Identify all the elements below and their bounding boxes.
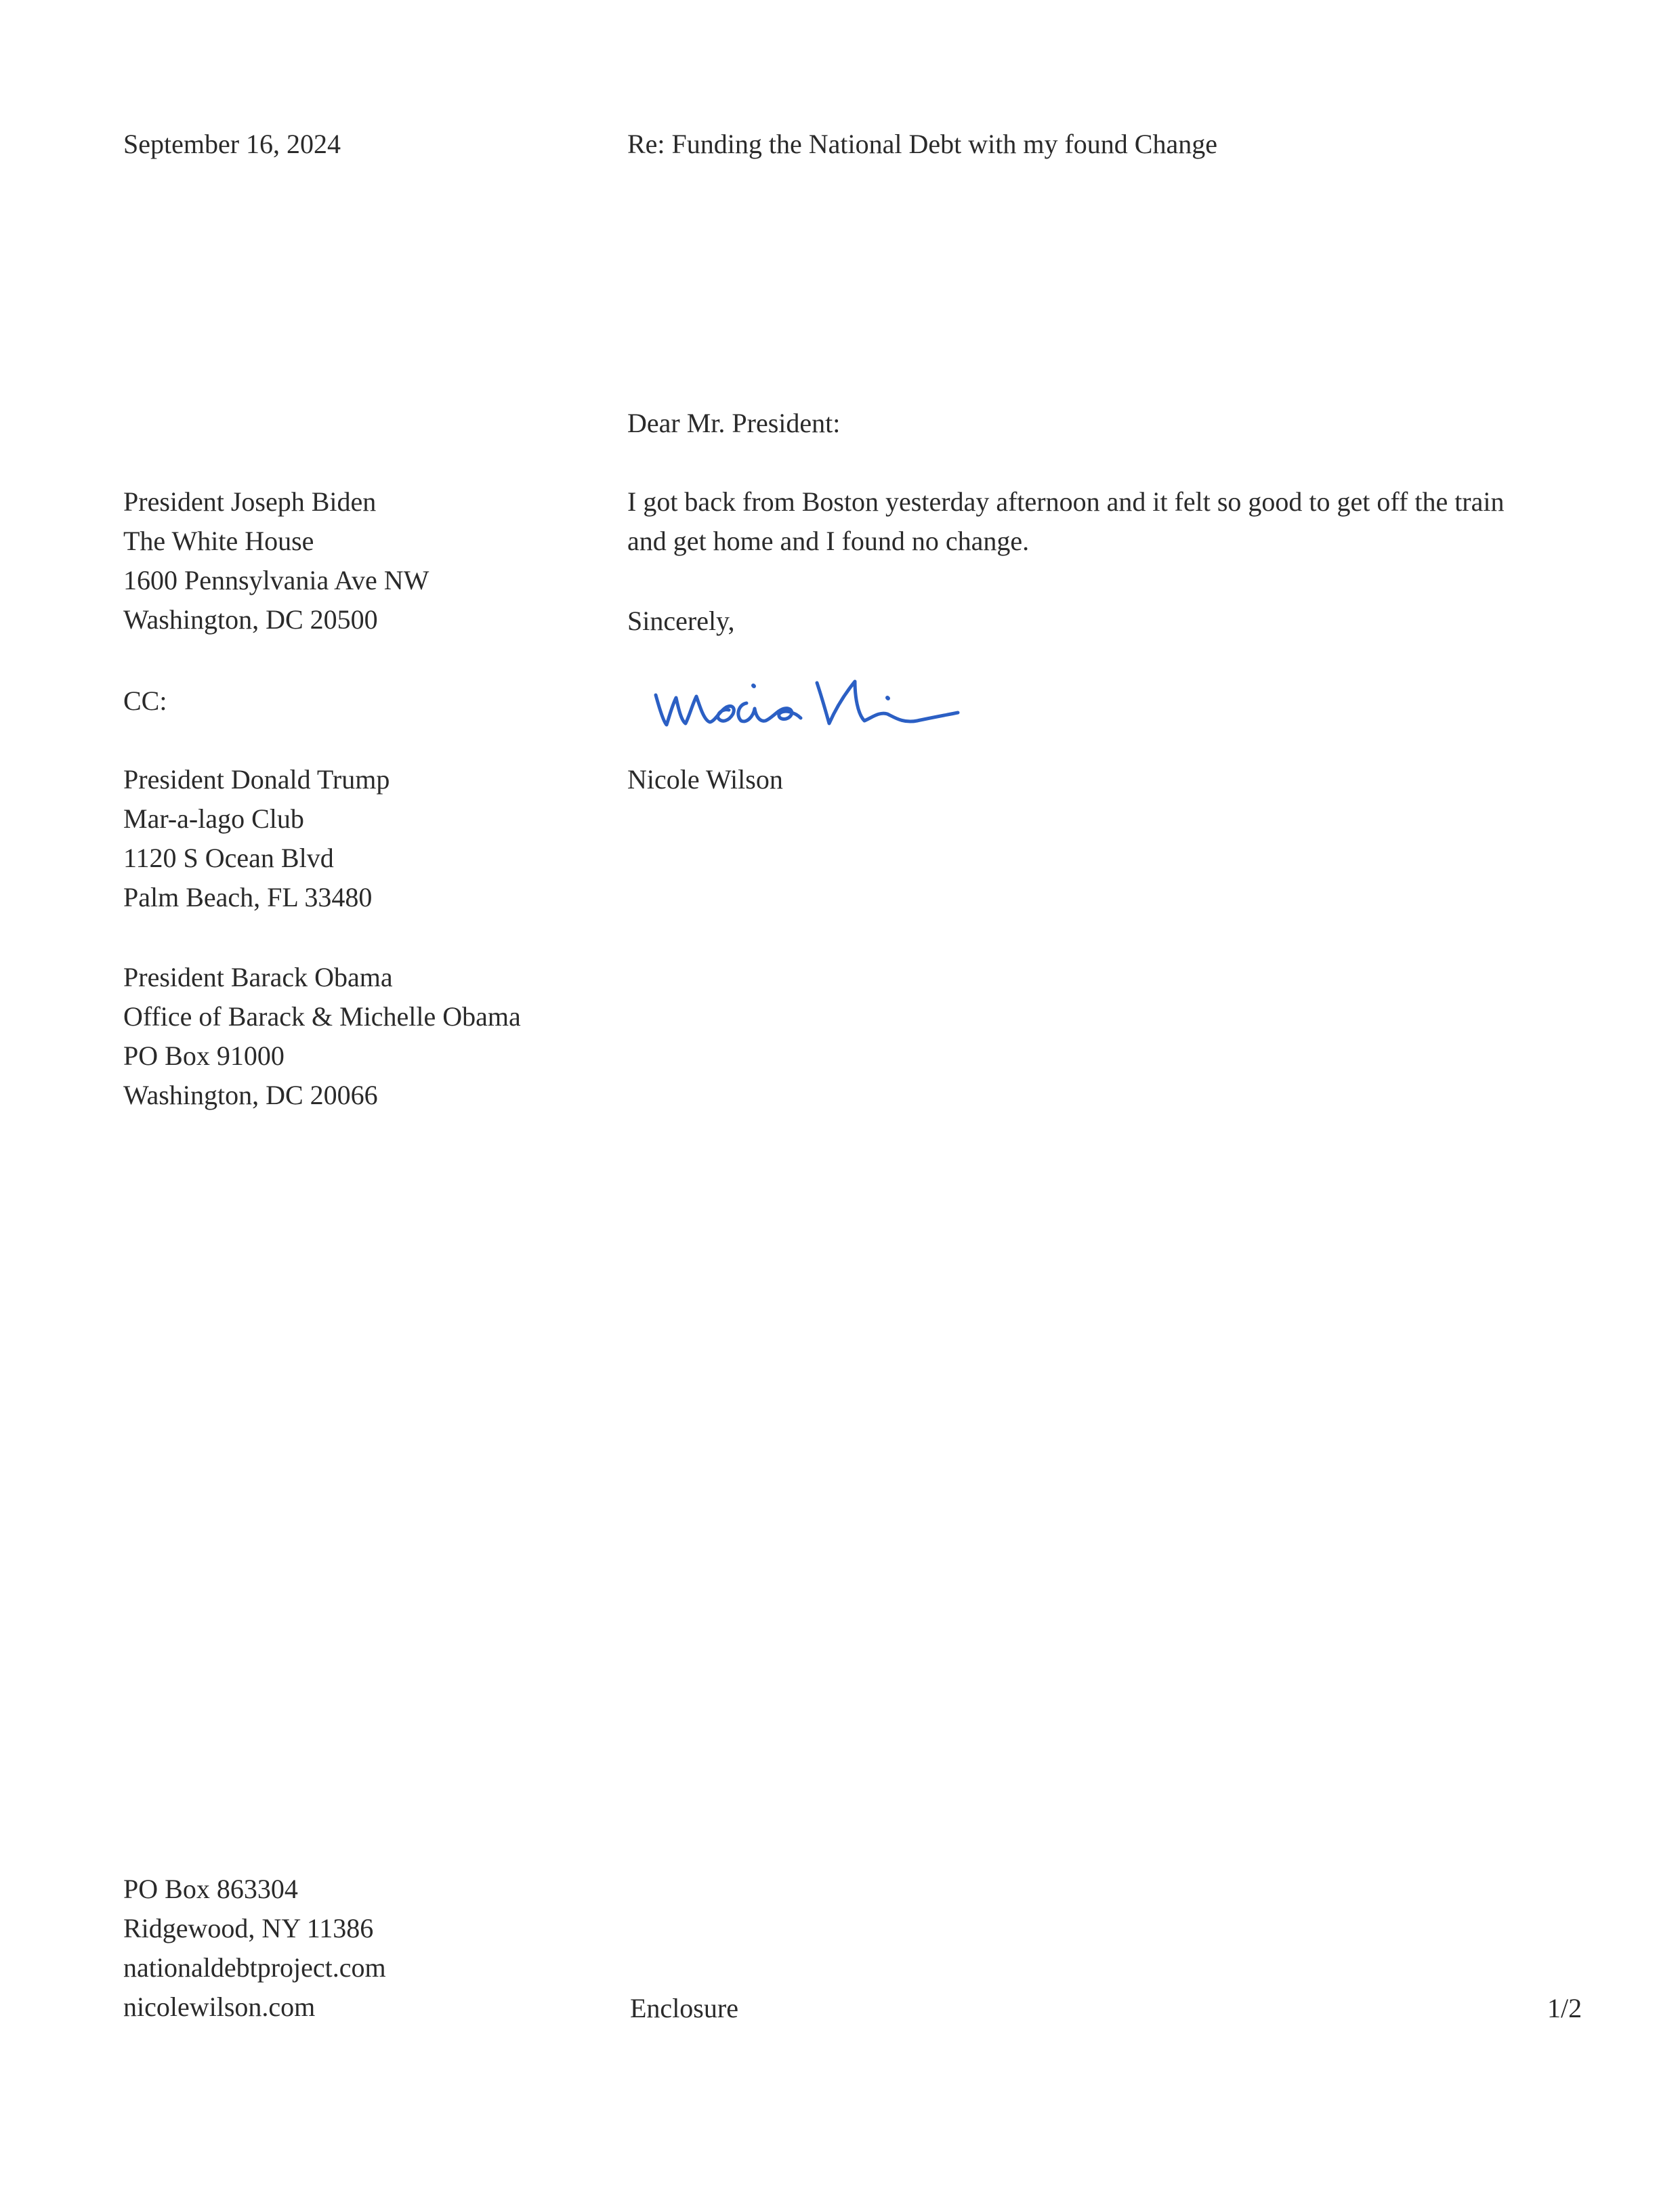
sender-address [123,1870,386,2027]
page-number: 1/2 [1547,1993,1582,2023]
recipient-city: Washington, DC 20500 [123,604,378,635]
recipient-street: 1600 Pennsylvania Ave NW [123,565,429,595]
handwritten-signature [652,656,990,744]
subject-line: Re: Funding the National Debt with my found Change [627,129,1217,159]
recipient-name: President Joseph Biden [123,486,377,517]
signer-name: Nicole Wilson [627,764,783,795]
signature-stroke [656,681,958,725]
cc-recipient-city: Washington, DC 20066 [123,1080,378,1110]
body-line: I got back from Boston yesterday afternoon and it felt so good to get off the train [627,486,1505,517]
cc-recipient-address [123,760,390,917]
letter-body [627,482,1562,561]
cc-recipient-address [123,958,521,1115]
sender-po-box: PO Box 863304 [123,1874,298,1904]
cc-label: CC: [123,686,167,716]
cc-recipient-street: 1120 S Ocean Blvd [123,843,334,873]
recipient-address [123,482,429,639]
enclosure-note: Enclosure [630,1993,738,2023]
body-line: and get home and I found no change. [627,526,1030,556]
cc-recipient-name: President Donald Trump [123,764,390,795]
salutation: Dear Mr. President: [627,408,841,438]
cc-recipient-street: PO Box 91000 [123,1040,285,1071]
cc-recipient-organization: Office of Barack & Michelle Obama [123,1001,521,1032]
cc-recipient-organization: Mar-a-lago Club [123,803,304,834]
letter-date: September 16, 2024 [123,129,341,159]
recipient-organization: The White House [123,526,314,556]
cc-recipient-city: Palm Beach, FL 33480 [123,882,373,912]
sender-website: nationaldebtproject.com [123,1952,386,1983]
sender-website: nicolewilson.com [123,1992,316,2022]
sender-city: Ridgewood, NY 11386 [123,1913,374,1943]
closing: Sincerely, [627,606,735,636]
cc-recipient-name: President Barack Obama [123,962,393,992]
